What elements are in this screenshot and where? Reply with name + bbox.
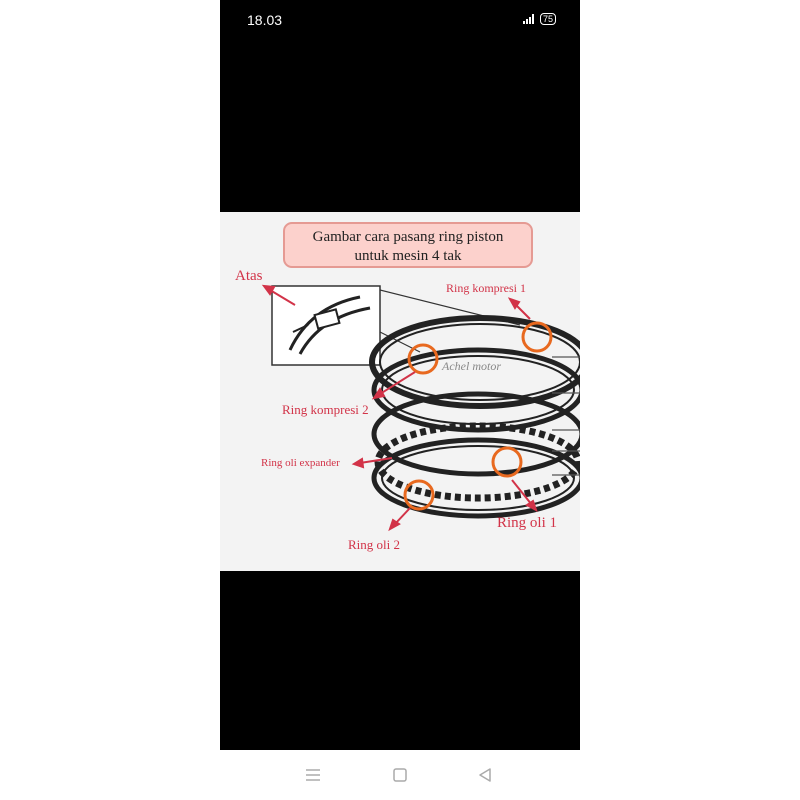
phone-screen — [220, 0, 580, 750]
diagram-title-line2: untuk mesin 4 tak — [354, 248, 462, 264]
status-time: 18.03 — [247, 12, 283, 28]
label-ring-kompresi-2: Ring kompresi 2 — [282, 402, 369, 417]
diagram-title-box — [283, 222, 533, 268]
label-ring-oli-1: Ring oli 1 — [497, 515, 558, 531]
label-ring-oli-2: Ring oli 2 — [348, 537, 401, 552]
signal-icon — [523, 14, 534, 24]
label-ring-oli-expander: Ring oli expander — [261, 457, 340, 469]
menu-icon[interactable] — [306, 768, 320, 786]
label-ring-kompresi-1: Ring kompresi 1 — [446, 281, 526, 295]
label-atas: Atas — [235, 268, 263, 284]
back-triangle-icon[interactable] — [478, 768, 492, 787]
watermark: Achel motor — [442, 359, 501, 373]
diagram-title-line1: Gambar cara pasang ring piston — [312, 229, 504, 245]
home-square-icon[interactable] — [393, 768, 407, 787]
battery-icon: 75 — [540, 13, 556, 25]
ring-oli-2-shape — [374, 440, 580, 516]
navigation-bar — [220, 750, 580, 800]
status-icons — [523, 13, 556, 25]
image-viewer[interactable] — [220, 212, 580, 571]
